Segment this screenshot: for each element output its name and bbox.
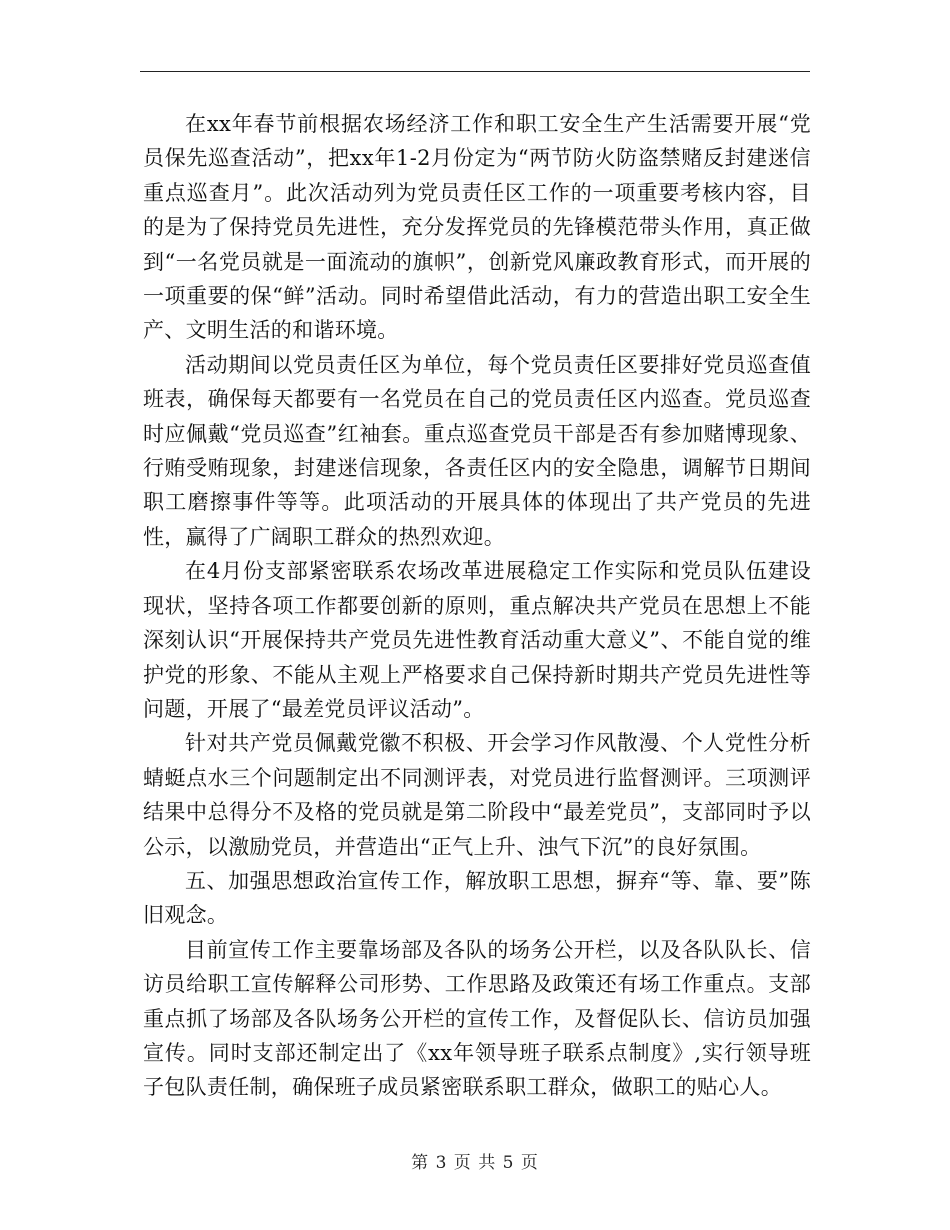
- paragraph-1: 在xx年春节前根据农场经济工作和职工安全生产生活需要开展“党员保先巡查活动”，把xx年1-2月份定为“两节防火防盗禁赌反封建迷信重点巡查月”。此次活动列为党员责任区工作的一项重要考核内容，目的是为了保持党员先进性，充分发挥党员的先锋模范带头作用，真正做到“一名党员就是一面流动的旗帜”，创新党风廉政教育形式，而开展的一项重要的保“鲜”活动。同时希望借此活动，有力的营造出职工安全生产、文明生活的和谐环境。: [143, 112, 811, 343]
- section-heading-5: 五、加强思想政治宣传工作，解放职工思想，摒弃“等、靠、要”陈旧观念。: [143, 868, 811, 928]
- page-number-footer: 第 3 页 共 5 页: [411, 1153, 539, 1173]
- header-rule: [140, 71, 810, 72]
- paragraph-2: 活动期间以党员责任区为单位，每个党员责任区要排好党员巡查值班表，确保每天都要有一名党员在自己的党员责任区内巡查。党员巡查时应佩戴“党员巡查”红袖套。重点巡查党员干部是否有参加赌博现象、行贿受贿现象，封建迷信现象，各责任区内的安全隐患，调解节日期间职工磨擦事件等等。此项活动的开展具体的体现出了共产党员的先进性，赢得了广阔职工群众的热烈欢迎。: [143, 352, 811, 549]
- paragraph-4: 针对共产党员佩戴党徽不积极、开会学习作风散漫、个人党性分析蜻蜓点水三个问题制定出不同测评表，对党员进行监督测评。三项测评结果中总得分不及格的党员就是第二阶段中“最差党员”，支部同时予以公示，以激励党员，并营造出“正气上升、浊气下沉”的良好氛围。: [143, 731, 811, 859]
- paragraph-3: 在4月份支部紧密联系农场改革进展稳定工作实际和党员队伍建设现状，坚持各项工作都要创新的原则，重点解决共产党员在思想上不能深刻认识“开展保持共产党员先进性教育活动重大意义”、不能自觉的维护党的形象、不能从主观上严格要求自己保持新时期共产党员先进性等问题，开展了“最差党员评议活动”。: [143, 559, 811, 721]
- paragraph-6: 目前宣传工作主要靠场部及各队的场务公开栏，以及各队队长、信访员给职工宣传解释公司形势、工作思路及政策还有场工作重点。支部重点抓了场部及各队场务公开栏的宣传工作，及督促队长、信访员加强宣传。同时支部还制定出了《xx年领导班子联系点制度》,实行领导班子包队责任制，确保班子成员紧密联系职工群众，做职工的贴心人。: [143, 937, 811, 1100]
- document-body: [143, 107, 811, 1105]
